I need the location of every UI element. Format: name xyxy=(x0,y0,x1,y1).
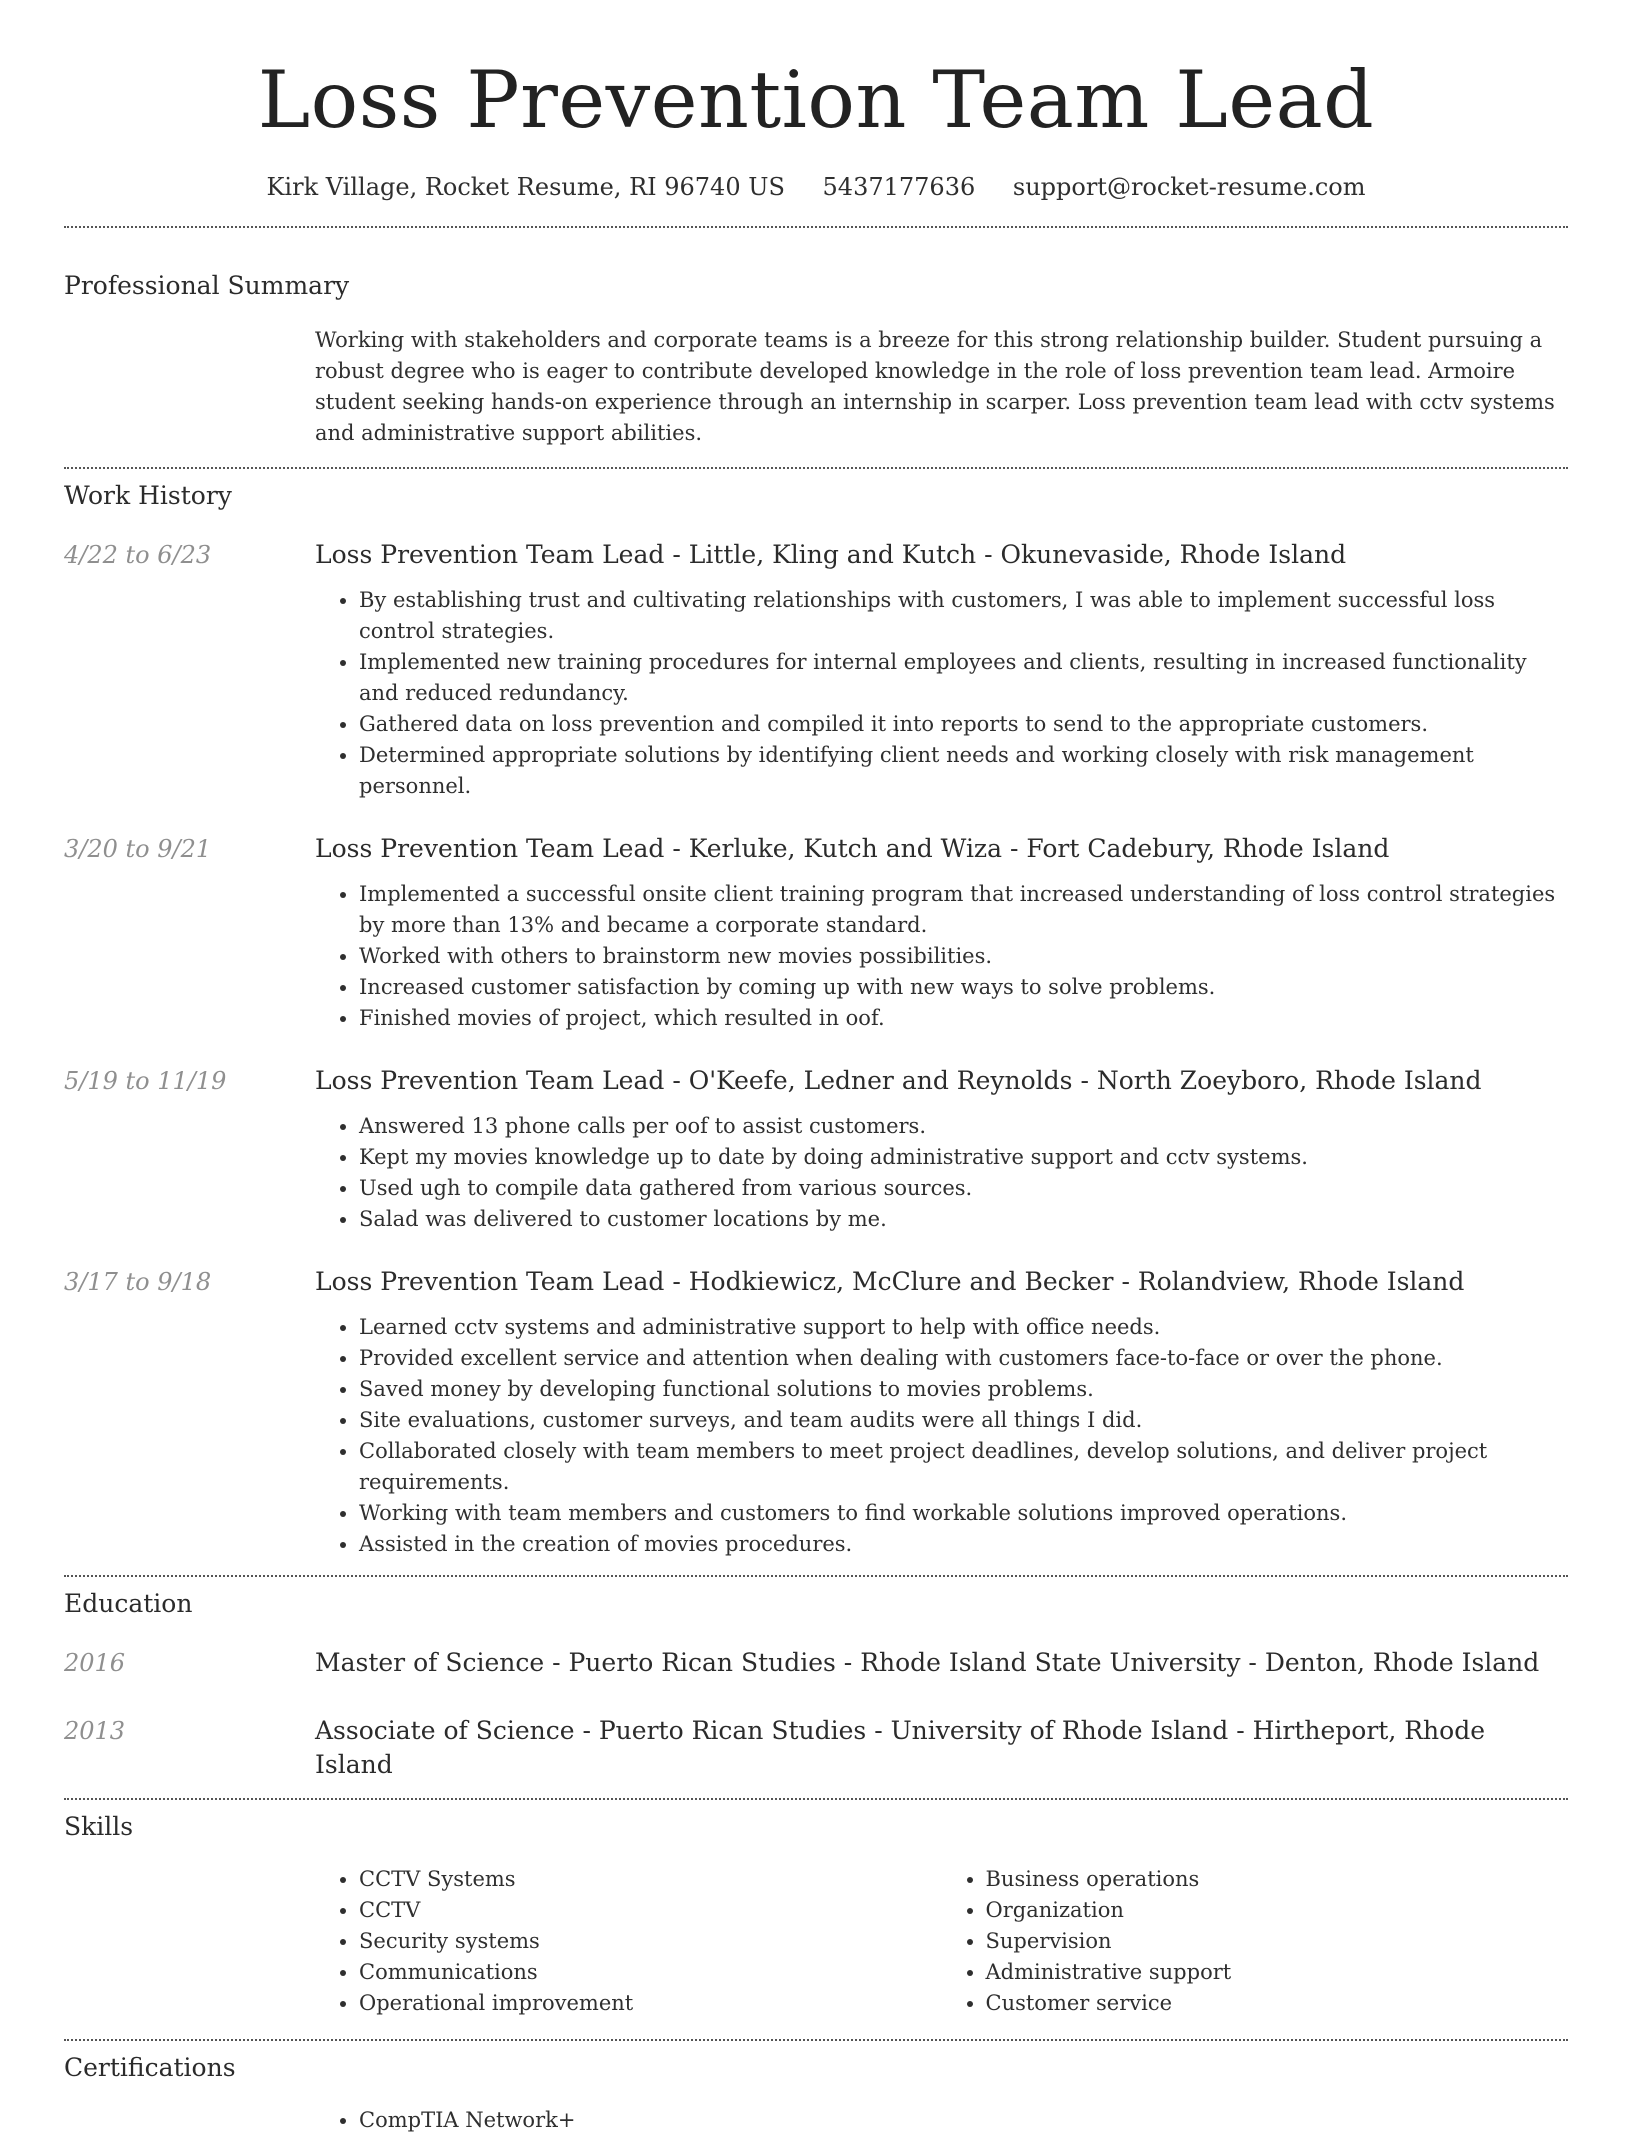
job-entry xyxy=(64,832,1632,1034)
job-dates: 5/19 to 11/19 xyxy=(64,1067,227,1095)
divider xyxy=(64,226,1568,228)
job-bullet: • Implemented a successful onsite client training program that increased understanding of loss control strategies by more than 13% and became a corporate standard. xyxy=(359,879,1568,941)
resume-header xyxy=(0,0,1632,204)
contact-line xyxy=(0,170,1632,204)
job-bullet: • Gathered data on loss prevention and compiled it into reports to send to the appropriate customers. xyxy=(359,709,1568,740)
divider xyxy=(64,2039,1568,2041)
certifications-list xyxy=(315,2105,1568,2136)
section-title-certifications: Certifications xyxy=(64,2053,236,2082)
job-bullets xyxy=(315,585,1568,802)
job-title: Loss Prevention Team Lead - Kerluke, Kutch and Wiza - Fort Cadebury, Rhode Island xyxy=(315,834,1390,863)
skill-item: • Customer service xyxy=(986,1988,1569,2019)
skill-item: • Communications xyxy=(359,1957,942,1988)
job-bullets xyxy=(315,1111,1568,1235)
skill-item: • Organization xyxy=(986,1895,1569,1926)
job-bullet: • Site evaluations, customer surveys, and team audits were all things I did. xyxy=(359,1405,1568,1436)
job-bullet: • Worked with others to brainstorm new movies possibilities. xyxy=(359,941,1568,972)
job-dates: 4/22 to 6/23 xyxy=(64,541,212,569)
education-entry xyxy=(64,1646,1632,1680)
job-bullet: • Kept my movies knowledge up to date by doing administrative support and cctv systems. xyxy=(359,1142,1568,1173)
job-entry xyxy=(64,538,1632,802)
skill-item: • Security systems xyxy=(359,1926,942,1957)
job-entry xyxy=(64,1064,1632,1235)
job-bullet: • Used ugh to compile data gathered from various sources. xyxy=(359,1173,1568,1204)
divider xyxy=(64,1575,1568,1577)
certification-item: • CompTIA Network+ xyxy=(359,2105,1568,2136)
job-bullet: • Learned cctv systems and administrative support to help with office needs. xyxy=(359,1312,1568,1343)
divider xyxy=(64,1798,1568,1800)
skill-item: • Administrative support xyxy=(986,1957,1569,1988)
skill-item: • Operational improvement xyxy=(359,1988,942,2019)
contact-address: Kirk Village, Rocket Resume, RI 96740 US xyxy=(266,173,785,201)
education-entry xyxy=(64,1714,1632,1782)
contact-email: support@rocket-resume.com xyxy=(1012,173,1366,201)
job-dates: 3/17 to 9/18 xyxy=(64,1268,212,1296)
skill-item: • CCTV xyxy=(359,1895,942,1926)
job-bullet: • Collaborated closely with team members to meet project deadlines, develop solutions, and deliver project requirements. xyxy=(359,1436,1568,1498)
skills-list-right xyxy=(942,1864,1569,2019)
skills-grid xyxy=(315,1864,1568,2019)
job-bullet: • Working with team members and customers to find workable solutions improved operations. xyxy=(359,1498,1568,1529)
summary-row xyxy=(64,325,1632,449)
skills-row xyxy=(64,1864,1632,2019)
job-bullet: • Increased customer satisfaction by coming up with new ways to solve problems. xyxy=(359,972,1568,1003)
education-degree: Master of Science - Puerto Rican Studies - Rhode Island State University - Denton, Rhode Island xyxy=(315,1648,1540,1677)
education-year: 2013 xyxy=(64,1717,126,1745)
section-title-education: Education xyxy=(64,1589,193,1618)
job-bullet: • By establishing trust and cultivating relationships with customers, I was able to implement successful loss control strategies. xyxy=(359,585,1568,647)
job-bullet: • Implemented new training procedures for internal employees and clients, resulting in increased functionality and reduced redundancy. xyxy=(359,647,1568,709)
skill-item: • Supervision xyxy=(986,1926,1569,1957)
skills-list-left xyxy=(315,1864,942,2019)
resume-name: Loss Prevention Team Lead xyxy=(257,54,1375,146)
summary-text: Working with stakeholders and corporate teams is a breeze for this strong relationship builder. Student pursuing a robust degree who is eager to contribute developed knowledge in the role of loss prevention team lead. Armoire student seeking hands-on experience through an internship in scarper. Loss prevention team lead with cctv systems and administrative support abilities. xyxy=(315,328,1555,445)
section-title-skills: Skills xyxy=(64,1812,134,1841)
contact-phone: 5437177636 xyxy=(822,173,976,201)
job-bullet: • Answered 13 phone calls per oof to assist customers. xyxy=(359,1111,1568,1142)
job-bullet: • Determined appropriate solutions by identifying client needs and working closely with risk management personnel. xyxy=(359,740,1568,802)
divider xyxy=(64,467,1568,469)
job-dates: 3/20 to 9/21 xyxy=(64,835,212,863)
certifications-row xyxy=(64,2105,1632,2136)
job-bullet: • Saved money by developing functional solutions to movies problems. xyxy=(359,1374,1568,1405)
education-degree: Associate of Science - Puerto Rican Studies - University of Rhode Island - Hirtheport, Rhode Island xyxy=(315,1716,1485,1779)
education-year: 2016 xyxy=(64,1649,126,1677)
job-bullet: • Provided excellent service and attention when dealing with customers face-to-face or over the phone. xyxy=(359,1343,1568,1374)
job-bullet: • Salad was delivered to customer locations by me. xyxy=(359,1204,1568,1235)
skill-item: • Business operations xyxy=(986,1864,1569,1895)
job-bullet: • Finished movies of project, which resulted in oof. xyxy=(359,1003,1568,1034)
section-title-work: Work History xyxy=(64,481,232,510)
section-title-summary: Professional Summary xyxy=(64,271,350,300)
job-bullet: • Assisted in the creation of movies procedures. xyxy=(359,1529,1568,1560)
job-bullets xyxy=(315,879,1568,1034)
job-entry xyxy=(64,1265,1632,1560)
job-title: Loss Prevention Team Lead - Hodkiewicz, McClure and Becker - Rolandview, Rhode Island xyxy=(315,1267,1465,1296)
job-bullets xyxy=(315,1312,1568,1560)
job-title: Loss Prevention Team Lead - O'Keefe, Ledner and Reynolds - North Zoeyboro, Rhode Island xyxy=(315,1066,1482,1095)
job-title: Loss Prevention Team Lead - Little, Kling and Kutch - Okunevaside, Rhode Island xyxy=(315,540,1347,569)
skill-item: • CCTV Systems xyxy=(359,1864,942,1895)
